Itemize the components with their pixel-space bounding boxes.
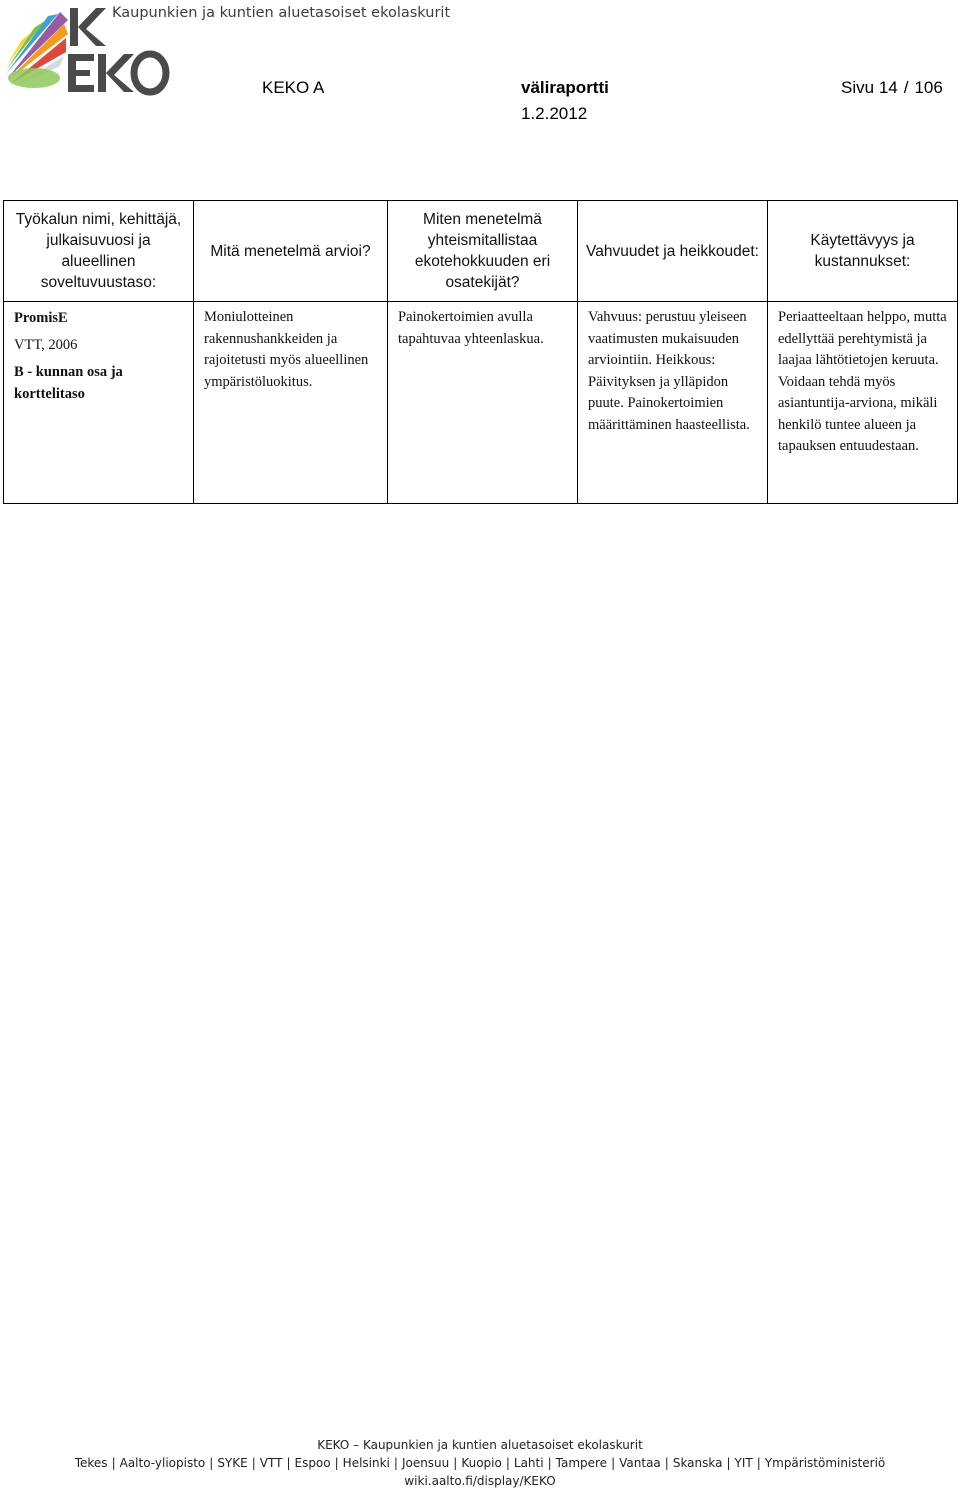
- footer-url: wiki.aalto.fi/display/KEKO: [404, 1474, 556, 1488]
- footer-separator: |: [251, 1456, 256, 1470]
- header-assesses: Mitä menetelmä arvioi?: [194, 201, 388, 302]
- page-number: [841, 78, 943, 98]
- footer-title: KEKO – Kaupunkien ja kuntien aluetasoiset ekolaskurit: [317, 1438, 643, 1452]
- footer-separator: |: [393, 1456, 398, 1470]
- logo-rainbow-cone: [6, 12, 68, 88]
- tool-scope: B - kunnan osa ja korttelitaso: [14, 364, 123, 402]
- page-separator: /: [903, 78, 909, 97]
- footer-separator: |: [209, 1456, 214, 1470]
- footer-partner: SYKE: [217, 1456, 248, 1470]
- cell-method: Painokertoimien avulla tapahtuvaa yhteenlaskua.: [388, 302, 578, 504]
- table-header-row: [4, 201, 958, 302]
- footer-partner: Lahti: [513, 1456, 544, 1470]
- footer-separator: |: [664, 1456, 669, 1470]
- table-row: [4, 302, 958, 504]
- footer-partner: YIT: [734, 1456, 753, 1470]
- footer-partner: Joensuu: [401, 1456, 450, 1470]
- page-total: 106: [914, 78, 943, 97]
- footer-partner: Vantaa: [619, 1456, 661, 1470]
- footer-separator: |: [611, 1456, 616, 1470]
- document-name: KEKO A: [262, 78, 325, 97]
- cell-tool: [4, 302, 194, 504]
- header-strengths: Vahvuudet ja heikkoudet:: [578, 201, 768, 302]
- footer-partner: Espoo: [294, 1456, 331, 1470]
- cell-assesses: Moniulotteinen rakennushankkeiden ja rajoitetusti myös alueellinen ympäristöluokitus.: [194, 302, 388, 504]
- cell-usability: Periaatteeltaan helppo, mutta edellyttää perehtymistä ja laajaa lähtötietojen keruuta. Voidaan tehdä myös asiantuntija-arviona, mikäli henkilö tuntee alueen ja tapauksen entuudestaan.: [768, 302, 958, 504]
- header-method: Miten menetelmä yhteismitallistaa ekotehokkuuden eri osatekijät?: [388, 201, 578, 302]
- footer-partners: [0, 1456, 960, 1470]
- cell-strengths: Vahvuus: perustuu yleiseen vaatimusten mukaisuuden arviointiin. Heikkous: Päivityksen ja ylläpidon puute. Painokertoimien määrittäminen haasteellista.: [578, 302, 768, 504]
- page-word: Sivu: [841, 78, 875, 97]
- report-title: väliraportti: [521, 78, 609, 97]
- footer-separator: |: [111, 1456, 116, 1470]
- footer-separator: |: [547, 1456, 552, 1470]
- footer-separator: |: [756, 1456, 761, 1470]
- tool-name: PromisE: [14, 310, 68, 326]
- tool-comparison-table: [3, 200, 958, 504]
- footer-partner: Kuopio: [461, 1456, 502, 1470]
- footer-partner: Aalto-yliopisto: [119, 1456, 206, 1470]
- footer-separator: |: [286, 1456, 291, 1470]
- header-tool: Työkalun nimi, kehittäjä, julkaisuvuosi ja alueellinen soveltuvuustaso:: [4, 201, 194, 302]
- footer-separator: |: [453, 1456, 458, 1470]
- footer-separator: |: [334, 1456, 339, 1470]
- footer-separator: |: [726, 1456, 731, 1470]
- footer-partner: Ympäristöministeriö: [764, 1456, 886, 1470]
- header-usability: Käytettävyys ja kustannukset:: [768, 201, 958, 302]
- tool-developer-year: VTT, 2006: [14, 337, 78, 353]
- footer-partner: Tekes: [74, 1456, 108, 1470]
- page-current: 14: [878, 78, 898, 97]
- keko-logo: [0, 0, 451, 100]
- footer-partner: Tampere: [555, 1456, 608, 1470]
- report-date: 1.2.2012: [521, 104, 588, 123]
- footer-partner: VTT: [259, 1456, 283, 1470]
- footer-partner: Skanska: [672, 1456, 723, 1470]
- footer-partner: Helsinki: [342, 1456, 390, 1470]
- logo-tagline: Kaupunkien ja kuntien aluetasoiset ekolaskurit: [112, 5, 451, 21]
- footer-separator: |: [505, 1456, 510, 1470]
